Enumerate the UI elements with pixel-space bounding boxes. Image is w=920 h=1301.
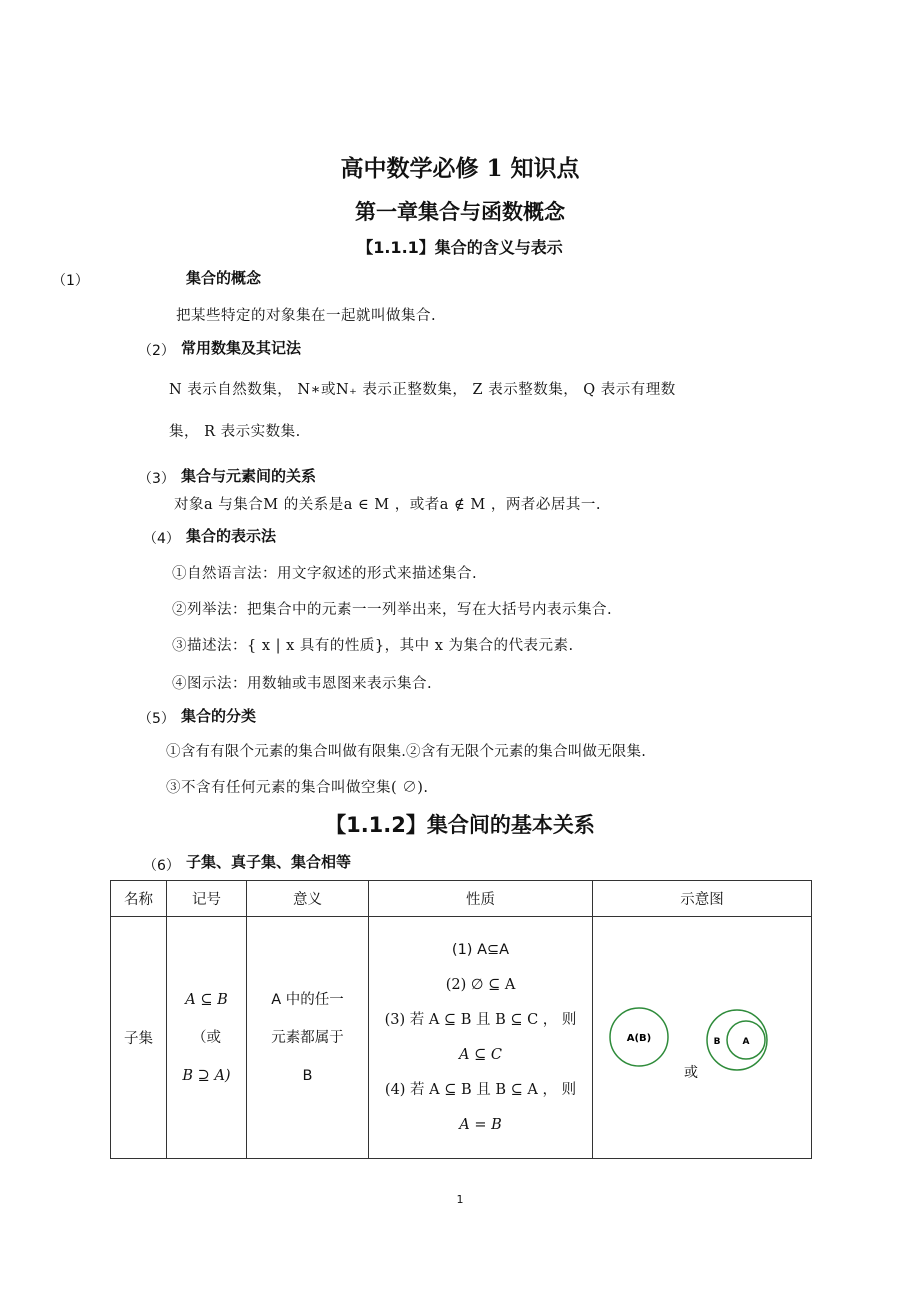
property-2: (2) ∅ ⊆ A [445, 976, 516, 993]
s3-number: （3） [138, 471, 175, 487]
property-1: (1) A⊆A [451, 941, 510, 958]
notation-line-3: B ⊇ A) [182, 1067, 231, 1084]
row-meaning [247, 917, 369, 1159]
label-or: 或 [684, 1065, 698, 1081]
s6-number: （6） [143, 858, 180, 874]
row-properties [369, 917, 593, 1159]
s1-heading: 集合的概念 [186, 269, 262, 287]
s3-text: 对象a 与集合M 的关系是a ∈ M ，或者a ∉ M ，两者必居其一. [174, 497, 601, 513]
property-3: (3) 若 A ⊆ B 且 B ⊆ C ， 则 [384, 1011, 577, 1028]
property-4: (4) 若 A ⊆ B 且 B ⊆ A ， 则 [384, 1081, 577, 1098]
s3-heading: 集合与元素间的关系 [181, 467, 317, 485]
s2-line2: 集， R 表示实数集. [169, 424, 301, 440]
label-b: B [713, 1037, 721, 1047]
row-name: 子集 [111, 917, 167, 1159]
meaning-line-3: B [302, 1067, 313, 1084]
property-3-cont: A ⊆ C [459, 1046, 502, 1063]
table-header-row [111, 881, 812, 917]
row-notation [167, 917, 247, 1159]
header-meaning: 意义 [247, 881, 369, 917]
s2-number: （2） [138, 343, 175, 359]
s5-line2: ③不含有任何元素的集合叫做空集( ∅). [166, 780, 429, 796]
header-name: 名称 [111, 881, 167, 917]
s4-item-3: ③描述法：{ x | x 具有的性质}，其中 x 为集合的代表元素. [172, 638, 574, 654]
label-ab: A(B) [626, 1033, 652, 1044]
property-4-cont: A = B [459, 1116, 502, 1133]
page-title: 高中数学必修 1 知识点 [340, 155, 580, 182]
s4-number: （4） [143, 531, 180, 547]
s2-line1: N 表示自然数集， N∗或N₊ 表示正整数集， Z 表示整数集， Q 表示有理数 [169, 382, 676, 398]
s4-item-1: ①自然语言法：用文字叙述的形式来描述集合. [172, 566, 478, 582]
s5-heading: 集合的分类 [181, 707, 257, 725]
section-title: 【1.1.1】集合的含义与表示 [357, 238, 563, 257]
s6-heading: 子集、真子集、集合相等 [186, 853, 352, 871]
s4-item-2: ②列举法：把集合中的元素一一列举出来，写在大括号内表示集合. [172, 602, 613, 618]
venn-diagram [593, 917, 812, 1158]
s1-text: 把某些特定的对象集在一起就叫做集合. [176, 308, 437, 324]
s5-number: （5） [138, 711, 175, 727]
subset-table [110, 880, 812, 1159]
s4-item-4: ④图示法：用数轴或韦恩图来表示集合. [172, 676, 433, 692]
s2-heading: 常用数集及其记法 [181, 339, 302, 357]
notation-line-1: A ⊆ B [185, 991, 228, 1008]
section2-title: 【1.1.2】集合间的基本关系 [325, 813, 595, 837]
header-notation: 记号 [167, 881, 247, 917]
meaning-line-1: A 中的任一 [271, 991, 344, 1008]
s4-heading: 集合的表示法 [186, 527, 277, 545]
s1-number: （1） [52, 273, 89, 289]
header-properties: 性质 [369, 881, 593, 917]
header-diagram: 示意图 [593, 881, 812, 917]
notation-line-2: （或 [192, 1029, 221, 1046]
chapter-title: 第一章集合与函数概念 [355, 199, 565, 224]
page-number: 1 [456, 1193, 464, 1206]
s5-line1: ①含有有限个元素的集合叫做有限集.②含有无限个元素的集合叫做无限集. [166, 744, 647, 760]
row-diagram [593, 917, 812, 1159]
label-a: A [742, 1037, 750, 1047]
table-row [111, 917, 812, 1159]
meaning-line-2: 元素都属于 [271, 1029, 344, 1046]
